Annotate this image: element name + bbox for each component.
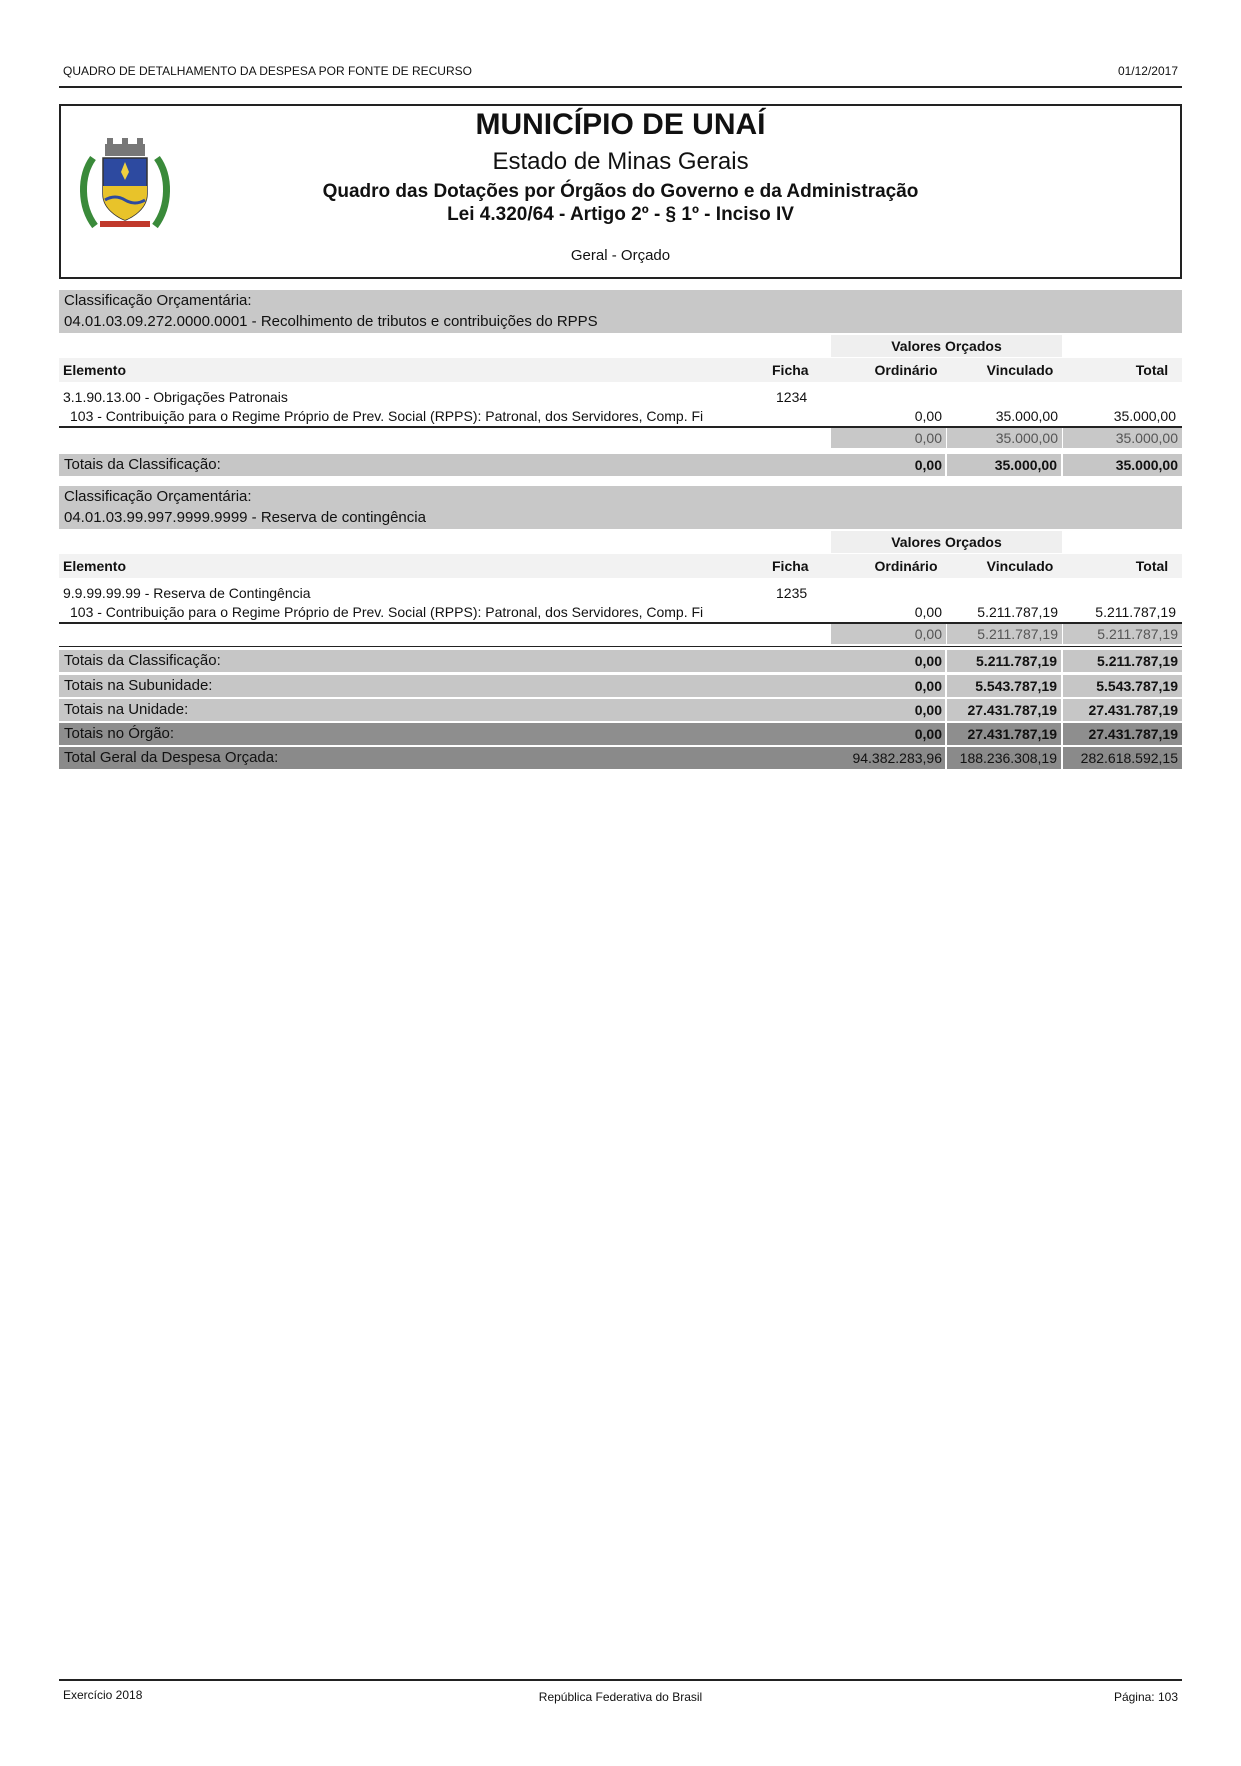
classification-label: Classificação Orçamentária:	[64, 488, 252, 505]
subtotal-bottom-rule	[59, 646, 1182, 647]
footer-country: República Federativa do Brasil	[538, 1690, 703, 1704]
title-block	[59, 104, 1182, 279]
classification-totals-ordinario: 0,00	[914, 457, 942, 473]
unit-totals-total: 27.431.787,19	[1088, 702, 1178, 718]
organ-totals-label: Totais no Órgão:	[64, 725, 175, 742]
element-line: 9.9.99.99.99 - Reserva de Contingência	[63, 585, 311, 601]
subunit-totals-vinculado: 5.543.787,19	[975, 678, 1057, 694]
col-vinculado: Vinculado	[986, 558, 1054, 574]
element-line: 3.1.90.13.00 - Obrigações Patronais	[63, 389, 288, 405]
header-rule	[59, 86, 1182, 88]
grand-total-total: 282.618.592,15	[1080, 750, 1178, 766]
footer-rule	[59, 1679, 1182, 1681]
report-scope: Geral - Orçado	[570, 247, 671, 264]
report-subtitle: Quadro das Dotações por Órgãos do Governo e da Administração	[322, 181, 919, 202]
classification-band	[59, 290, 1182, 333]
column-headers	[59, 358, 1182, 382]
subtotal-vinculado: 5.211.787,19	[947, 624, 1062, 644]
valores-orcados-header: Valores Orçados	[831, 335, 1062, 357]
grand-total-label: Total Geral da Despesa Orçada:	[64, 749, 279, 766]
state-title: Estado de Minas Gerais	[492, 148, 749, 175]
classification-totals-label: Totais da Classificação:	[64, 652, 221, 669]
subtotal-total: 35.000,00	[1063, 428, 1182, 448]
classification-totals-ordinario: 0,00	[914, 653, 942, 669]
unit-totals-vinculado: 27.431.787,19	[967, 702, 1057, 718]
classification-totals-row	[59, 650, 1182, 672]
unit-totals-row	[59, 699, 1182, 721]
classification-code: 04.01.03.09.272.0000.0001 - Recolhimento de tributos e contribuições do RPPS	[64, 313, 598, 330]
report-name: QUADRO DE DETALHAMENTO DA DESPESA POR FONTE DE RECURSO	[63, 64, 472, 78]
col-ficha: Ficha	[772, 362, 809, 378]
col-ordinario: Ordinário	[874, 558, 938, 574]
cell-separator	[1061, 650, 1063, 672]
ficha-value: 1235	[776, 585, 808, 601]
organ-totals-row	[59, 723, 1182, 745]
cell-separator	[1061, 747, 1063, 769]
classification-totals-total: 5.211.787,19	[1097, 653, 1178, 669]
col-total: Total	[1135, 558, 1169, 574]
report-date: 01/12/2017	[1117, 64, 1178, 78]
cell-separator	[945, 699, 947, 721]
classification-totals-total: 35.000,00	[1115, 457, 1178, 473]
subunit-totals-total: 5.543.787,19	[1096, 678, 1178, 694]
organ-totals-ordinario: 0,00	[914, 726, 942, 742]
cell-separator	[945, 454, 947, 476]
cell-separator	[1061, 454, 1063, 476]
subtotal-ordinario: 0,00	[831, 624, 946, 644]
footer-page-number: Página: 103	[1113, 1690, 1178, 1704]
total-value: 35.000,00	[1113, 408, 1176, 424]
organ-totals-vinculado: 27.431.787,19	[967, 726, 1057, 742]
grand-total-row	[59, 747, 1182, 769]
col-vinculado: Vinculado	[986, 362, 1054, 378]
subunit-totals-row	[59, 675, 1182, 697]
vinculado-value: 5.211.787,19	[977, 604, 1058, 620]
grand-total-ordinario: 94.382.283,96	[852, 750, 942, 766]
valores-orcados-header: Valores Orçados	[831, 531, 1062, 553]
law-reference: Lei 4.320/64 - Artigo 2º - § 1º - Inciso IV	[447, 204, 794, 225]
fonte-line: 103 - Contribuição para o Regime Próprio de Prev. Social (RPPS): Patronal, dos Servidores, Comp. Fi	[70, 408, 704, 424]
classification-totals-label: Totais da Classificação:	[64, 456, 221, 473]
unit-totals-label: Totais na Unidade:	[64, 701, 189, 718]
cell-separator	[1061, 723, 1063, 745]
column-headers	[59, 554, 1182, 578]
cell-separator	[1061, 699, 1063, 721]
col-ordinario: Ordinário	[874, 362, 938, 378]
col-ficha: Ficha	[772, 558, 809, 574]
classification-totals-row	[59, 454, 1182, 476]
organ-totals-total: 27.431.787,19	[1088, 726, 1178, 742]
cell-separator	[1061, 675, 1063, 697]
total-value: 5.211.787,19	[1095, 604, 1176, 620]
cell-separator	[945, 747, 947, 769]
subtotal-vinculado: 35.000,00	[947, 428, 1062, 448]
col-elemento: Elemento	[63, 362, 127, 378]
ordinario-value: 0,00	[914, 604, 942, 620]
ficha-value: 1234	[776, 389, 808, 405]
subunit-totals-label: Totais na Subunidade:	[64, 677, 213, 694]
footer-exercise: Exercício 2018	[63, 1688, 143, 1702]
classification-totals-vinculado: 5.211.787,19	[976, 653, 1057, 669]
classification-band	[59, 486, 1182, 529]
ordinario-value: 0,00	[914, 408, 942, 424]
cell-separator	[945, 675, 947, 697]
subunit-totals-ordinario: 0,00	[914, 678, 942, 694]
col-total: Total	[1135, 362, 1169, 378]
classification-label: Classificação Orçamentária:	[64, 292, 252, 309]
grand-total-vinculado: 188.236.308,19	[959, 750, 1057, 766]
col-elemento: Elemento	[63, 558, 127, 574]
classification-code: 04.01.03.99.997.9999.9999 - Reserva de contingência	[64, 509, 426, 526]
fonte-line: 103 - Contribuição para o Regime Próprio de Prev. Social (RPPS): Patronal, dos Servidores, Comp. Fi	[70, 604, 704, 620]
subtotal-ordinario: 0,00	[831, 428, 946, 448]
cell-separator	[945, 723, 947, 745]
classification-totals-vinculado: 35.000,00	[994, 457, 1057, 473]
cell-separator	[945, 650, 947, 672]
subtotal-total: 5.211.787,19	[1063, 624, 1182, 644]
municipality-title: MUNICÍPIO DE UNAÍ	[475, 108, 766, 141]
vinculado-value: 35.000,00	[995, 408, 1058, 424]
unit-totals-ordinario: 0,00	[914, 702, 942, 718]
